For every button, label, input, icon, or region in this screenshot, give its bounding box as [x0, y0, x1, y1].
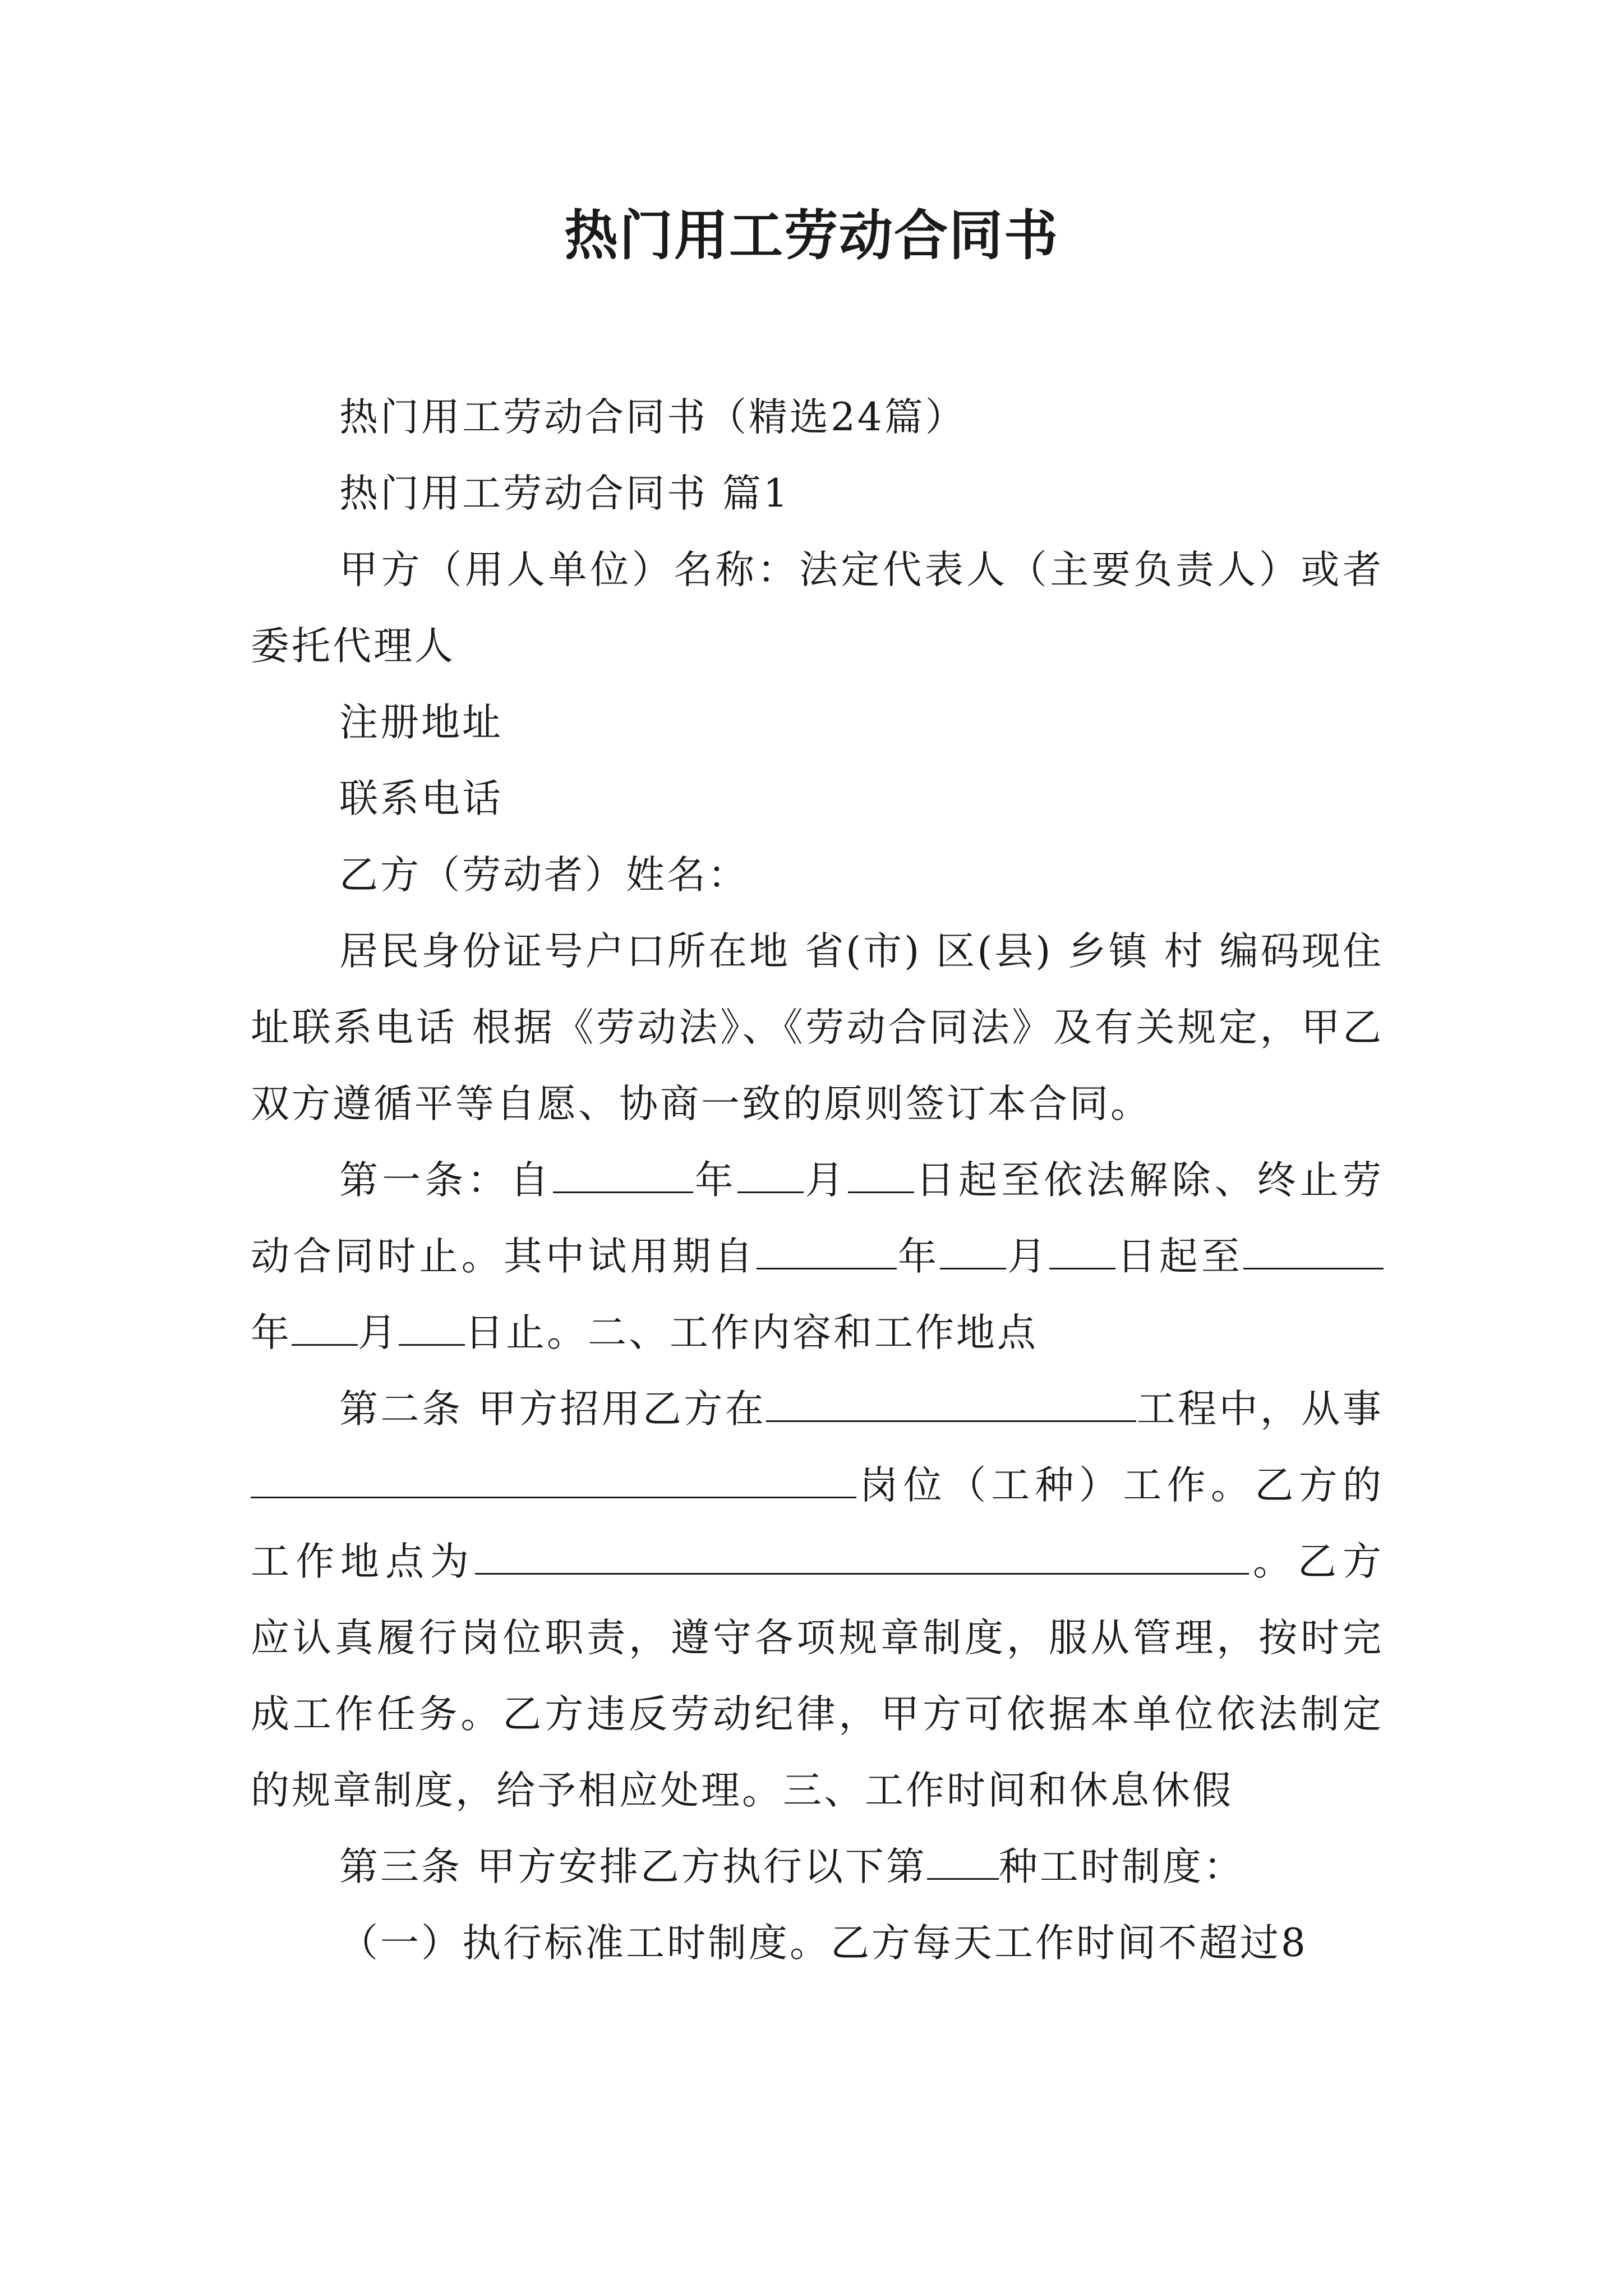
document-title: 热门用工劳动合同书 — [564, 204, 1059, 267]
registered-address-label: 注册地址 — [339, 700, 503, 745]
article-3-paragraph — [251, 1829, 1384, 1905]
article-1-text: 月 — [358, 1310, 399, 1355]
article-1-text: 第一条：自 — [339, 1158, 553, 1203]
probation-end-month-blank — [292, 1307, 358, 1346]
document-body — [251, 379, 1384, 1981]
article-2-text: 工程中，从事 — [1136, 1387, 1384, 1432]
probation-end-year-blank — [1243, 1231, 1384, 1269]
probation-start-month-blank — [940, 1231, 1006, 1269]
work-location-blank — [475, 1536, 1249, 1575]
article-2-text: 第二条 甲方招用乙方在 — [339, 1387, 767, 1432]
clause-1-paragraph: （一）执行标准工时制度。乙方每天工作时间不超过8 — [339, 1921, 1308, 1966]
intro-line: 热门用工劳动合同书（精选24篇） — [339, 395, 966, 440]
article-1-text: 年 — [251, 1310, 292, 1355]
probation-start-day-blank — [1049, 1231, 1115, 1269]
article-1-text: 年 — [693, 1158, 737, 1203]
article-3-text: 第三条 甲方安排乙方执行以下第 — [339, 1844, 927, 1889]
article-3-text: 种工时制度： — [998, 1844, 1244, 1889]
article-1-text: 日起至依法解除、终止劳动合同时止。其中试用期自 — [251, 1158, 1384, 1279]
article-1-text: 日起至 — [1115, 1234, 1244, 1279]
article-1-paragraph — [251, 1142, 1384, 1371]
article-2-text: 。乙方应认真履行岗位职责，遵守各项规章制度，服从管理，按时完成工作任务。乙方违反劳动纪律，甲方可依据本单位依法制定的规章制度，给予相应处理。三、工作时间和休息休假 — [251, 1539, 1384, 1813]
article-1-text: 月 — [803, 1158, 848, 1203]
section-heading: 热门用工劳动合同书 篇1 — [339, 471, 790, 516]
project-name-blank — [766, 1383, 1136, 1422]
article-2-paragraph — [251, 1371, 1384, 1829]
working-hours-type-blank — [927, 1841, 999, 1880]
probation-end-day-blank — [399, 1307, 465, 1346]
article-1-text: 月 — [1006, 1234, 1050, 1279]
article-1-text: 年 — [896, 1234, 940, 1279]
start-year-blank — [553, 1154, 693, 1193]
party-a-name-line: 甲方（用人单位）名称：法定代表人（主要负责人）或者委托代理人 — [251, 547, 1384, 669]
start-month-blank — [737, 1154, 804, 1193]
article-1-text: 日止。二、工作内容和工作地点 — [465, 1310, 1038, 1355]
party-b-details-paragraph: 居民身份证号户口所在地 省(市) 区(县) 乡镇 村 编码现住址联系电话 根据《劳动法》、《劳动合同法》及有关规定，甲乙双方遵循平等自愿、协商一致的原则签订本合同。 — [251, 929, 1384, 1126]
probation-start-year-blank — [757, 1231, 897, 1269]
start-day-blank — [848, 1154, 914, 1193]
job-position-blank — [251, 1460, 856, 1498]
contact-phone-label: 联系电话 — [339, 776, 503, 821]
article-2-text: 岗位（工种）工作。乙方的工作地点为 — [251, 1463, 1384, 1584]
party-b-name-line: 乙方（劳动者）姓名： — [339, 853, 749, 898]
